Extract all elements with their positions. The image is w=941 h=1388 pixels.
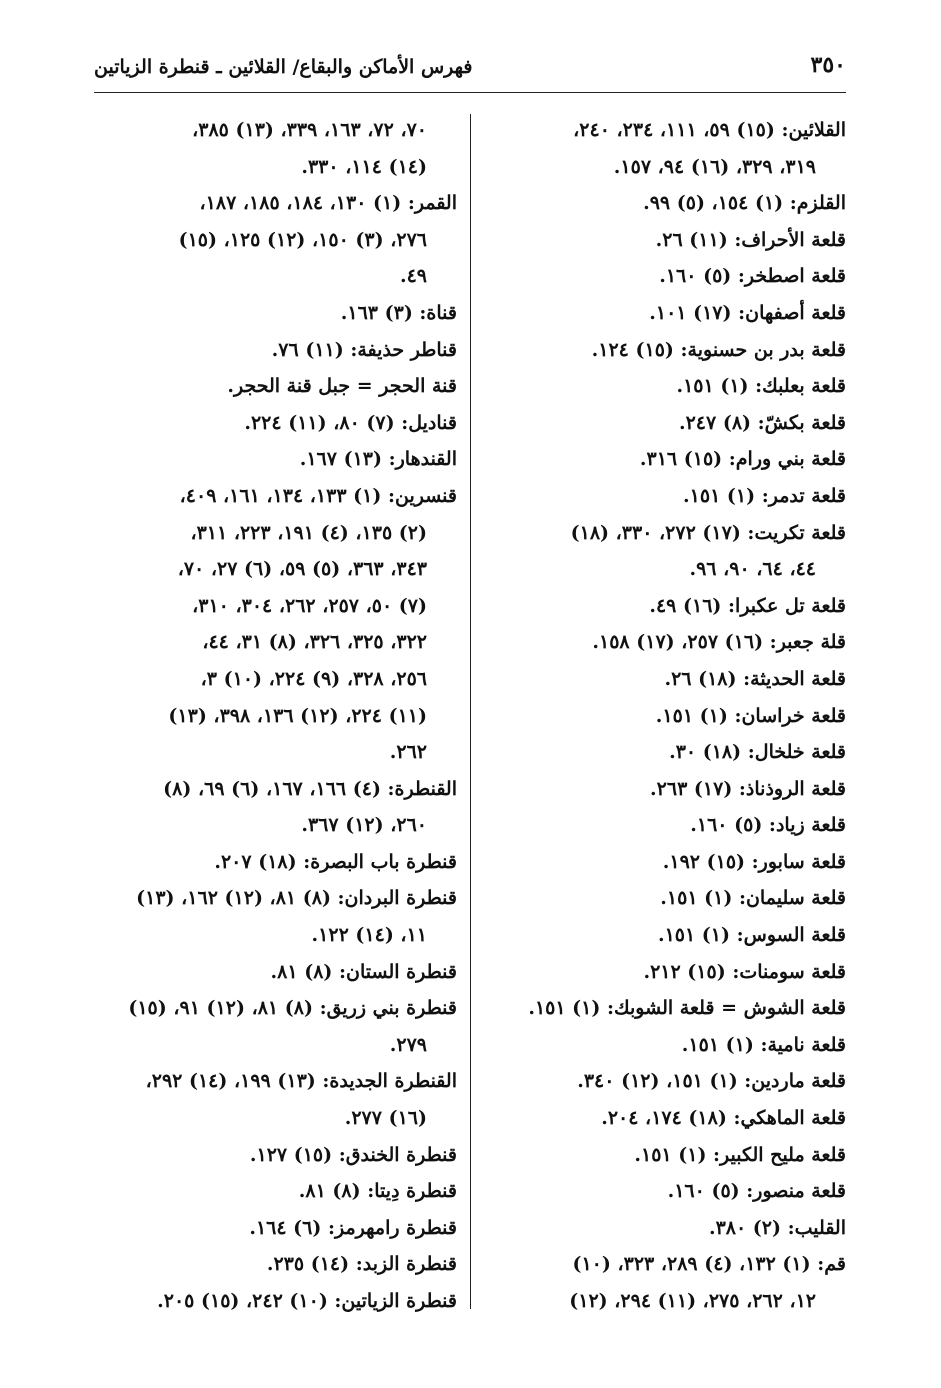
entry-headline: القنطرة الجديدة: (١٣) ١٩٩، (١٤) ٢٩٢، — [145, 1070, 457, 1093]
index-entry — [484, 112, 846, 185]
index-entry — [484, 515, 846, 588]
entry-headline: قلعة زياد: (٥) ١٦٠. — [690, 814, 846, 837]
index-entry — [95, 405, 457, 442]
entry-headline: قلعة سليمان: (١) ١٥١. — [660, 887, 846, 910]
index-entry — [484, 295, 846, 332]
entry-continuation: ١٢، ٢٦٢، ٢٧٥، (١١) ٢٩٤، (١٢) — [569, 1290, 816, 1312]
entry-headline: قلعة تدمر: (١) ١٥١. — [683, 484, 846, 507]
entry-headline: قلعة الشوش = قلعة الشوبك: (١) ١٥١. — [528, 997, 846, 1020]
entry-headline: قنطرة دِيتا: (٨) ٨١. — [298, 1180, 457, 1203]
entry-continuation: ٢٥٦، ٣٢٨، (٩) ٢٢٤، (١٠) ٣، — [200, 667, 427, 690]
entry-headline: قنطرة الزبد: (١٤) ٢٣٥. — [266, 1253, 457, 1276]
entry-headline: قناديل: (٧) ٨٠، (١١) ٢٢٤. — [244, 411, 457, 434]
index-entry — [484, 990, 846, 1027]
index-entry — [95, 185, 457, 295]
index-entry — [484, 661, 846, 698]
entry-continuation: (١٤) ١١٤، ٣٣٠. — [301, 155, 427, 178]
entry-headline: القلزم: (١) ١٥٤، (٥) ٩٩. — [643, 192, 846, 215]
entry-headline: قلعة الحديثة: (١٨) ٢٦. — [664, 667, 846, 690]
entry-headline: القليب: (٢) ٣٨٠. — [708, 1216, 846, 1239]
entry-headline: قلعة أصفهان: (١٧) ١٠١. — [649, 301, 846, 324]
entry-headline: القندهار: (١٣) ١٦٧. — [299, 448, 457, 471]
entry-continuation: ٢٧٩. — [389, 1033, 427, 1056]
entry-headline: قلعة الأحراف: (١١) ٢٦. — [655, 228, 846, 251]
entry-headline: قلعة مليح الكبير: (١) ١٥١. — [634, 1143, 846, 1166]
index-column-right — [484, 112, 846, 1320]
entry-continuation: ٧٠، ٧٢، ١٦٣، ٣٣٩، (١٣) ٣٨٥، — [192, 119, 427, 141]
entry-continuation: ١١، (١٤) ١٢٢. — [311, 924, 427, 947]
entry-headline: قلعة بني ورام: (١٥) ٣١٦. — [639, 448, 846, 471]
index-entry — [95, 1246, 457, 1283]
index-entry — [484, 807, 846, 844]
entry-continuation: ٣٢٢، ٣٢٥، ٣٢٦، (٨) ٣١، ٤٤، — [202, 631, 427, 654]
index-entry — [484, 588, 846, 625]
index-entry — [484, 917, 846, 954]
entry-headline: قلعة تل عكبرا: (١٦) ٤٩. — [649, 594, 846, 617]
entry-headline: قنطرة البردان: (٨) ٨١، (١٢) ١٦٢، (١٣) — [136, 887, 457, 910]
index-entry — [484, 441, 846, 478]
entry-headline: قنطرة الخندق: (١٥) ١٢٧. — [249, 1143, 457, 1166]
index-entry — [484, 1210, 846, 1247]
index-entry — [484, 478, 846, 515]
entry-headline: قلعة ماردين: (١) ١٥١، (١٢) ٣٤٠. — [577, 1070, 846, 1093]
index-entry — [95, 1137, 457, 1174]
index-entry — [484, 698, 846, 735]
index-entry — [95, 112, 457, 185]
index-entry — [484, 734, 846, 771]
index-column-left — [95, 112, 457, 1320]
index-entry — [484, 1173, 846, 1210]
index-entry — [484, 844, 846, 881]
entry-headline: قناة: (٣) ١٦٣. — [340, 301, 457, 324]
index-entry — [95, 332, 457, 369]
entry-continuation: (٢) ١٣٥، (٤) ١٩١، ٢٢٣، ٣١١، — [190, 521, 427, 544]
entry-continuation: (١٦) ٢٧٧. — [344, 1107, 427, 1130]
index-entry — [484, 368, 846, 405]
index-entry — [95, 368, 457, 405]
entry-headline: قلعة الروذناذ: (١٧) ٢٦٣. — [650, 777, 846, 800]
entry-headline: قلعة بكشّ: (٨) ٢٤٧. — [678, 411, 846, 434]
entry-headline: قنسرين: (١) ١٣٣، ١٣٤، ١٦١، ٤٠٩، — [179, 484, 457, 507]
index-entry — [484, 1246, 846, 1319]
column-divider — [470, 114, 471, 1309]
page-number: ٣٥٠ — [810, 52, 846, 78]
entry-continuation: (٧) ٥٠، ٢٥٧، ٢٦٢، ٣٠٤، ٣١٠، — [192, 594, 427, 617]
entry-headline: قلعة السوس: (١) ١٥١. — [657, 924, 846, 947]
index-entry — [484, 1100, 846, 1137]
entry-continuation: (١١) ٢٢٤، (١٢) ١٣٦، ٣٩٨، (١٣) — [168, 704, 427, 727]
index-entry — [95, 990, 457, 1063]
entry-headline: قلعة نامية: (١) ١٥١. — [681, 1033, 846, 1056]
page-header — [94, 52, 846, 93]
entry-headline: قلعة بعلبك: (١) ١٥١. — [676, 375, 846, 398]
entry-headline: القلائين: (١٥) ٥٩، ١١١، ٢٣٤، ٢٤٠، — [573, 119, 846, 141]
index-entry — [484, 222, 846, 259]
entry-headline: قنطرة بني زريق: (٨) ٨١، (١٢) ٩١، (١٥) — [128, 997, 457, 1020]
index-entry — [484, 771, 846, 808]
index-entry — [484, 1027, 846, 1064]
entry-continuation: ٢٧٦، (٣) ١٥٠، (١٢) ١٢٥، (١٥) — [178, 228, 427, 251]
index-entry — [484, 332, 846, 369]
index-entry — [95, 1173, 457, 1210]
entry-headline: القمر: (١) ١٣٠، ١٨٤، ١٨٥، ١٨٧، — [199, 192, 457, 215]
entry-headline: القنطرة: (٤) ١٦٦، ١٦٧، (٦) ٦٩، (٨) — [163, 777, 457, 800]
index-entry — [484, 1063, 846, 1100]
entry-continuation: ٢٦٢. — [389, 741, 427, 764]
index-entry — [95, 441, 457, 478]
index-entry — [95, 478, 457, 771]
entry-continuation: ٤٩. — [399, 265, 427, 288]
index-entry — [484, 258, 846, 295]
entry-headline: قلعة سابور: (١٥) ١٩٢. — [662, 850, 846, 873]
entry-headline: قلعة الماهكي: (١٨) ١٧٤، ٢٠٤. — [601, 1107, 846, 1130]
index-entry — [95, 1210, 457, 1247]
entry-continuation: ٣٤٣، ٣٦٣، (٥) ٥٩، (٦) ٢٧، ٧٠، — [177, 558, 427, 581]
entry-headline: قنطرة باب البصرة: (١٨) ٢٠٧. — [214, 850, 457, 873]
index-entry — [484, 185, 846, 222]
index-entry — [484, 624, 846, 661]
entry-headline: قلعة خراسان: (١) ١٥١. — [655, 704, 846, 727]
entry-headline: قم: (١) ١٣٢، (٤) ٢٨٩، ٣٢٣، (١٠) — [572, 1253, 846, 1276]
entry-headline: قلة جعبر: (١٦) ٢٥٧، (١٧) ١٥٨. — [592, 631, 846, 654]
index-entry — [95, 954, 457, 991]
running-title: فهرس الأماكن والبقاع/ القلائين ـ قنطرة الزياتين — [94, 56, 473, 78]
entry-continuation: ٢٦٠، (١٢) ٣٦٧. — [301, 814, 427, 837]
entry-headline: قنطرة الستان: (٨) ٨١. — [270, 960, 457, 983]
entry-headline: قلعة خلخال: (١٨) ٣٠. — [669, 741, 846, 764]
index-entry — [484, 880, 846, 917]
entry-headline: قلعة تكريت: (١٧) ٢٧٢، ٣٣٠، (١٨) — [570, 521, 846, 544]
entry-headline: قلعة منصور: (٥) ١٦٠. — [667, 1180, 846, 1203]
entry-headline: قلعة سومنات: (١٥) ٢١٢. — [643, 960, 846, 983]
index-entry — [95, 1063, 457, 1136]
index-entry — [95, 844, 457, 881]
entry-continuation: ٣١٩، ٣٢٩، (١٦) ٩٤، ١٥٧. — [613, 155, 816, 178]
index-entry — [95, 1283, 457, 1320]
index-entry — [95, 295, 457, 332]
entry-headline: قنطرة رامهرمز: (٦) ١٦٤. — [249, 1216, 457, 1239]
index-entry — [95, 771, 457, 844]
index-entry — [484, 954, 846, 991]
entry-headline: قنة الحجر = جبل قنة الحجر. — [227, 375, 457, 398]
index-entry — [95, 880, 457, 953]
index-entry — [484, 405, 846, 442]
entry-headline: قلعة بدر بن حسنوية: (١٥) ١٢٤. — [591, 338, 846, 361]
entry-headline: قنطرة الزياتين: (١٠) ٢٤٢، (١٥) ٢٠٥. — [157, 1290, 457, 1312]
entry-continuation: ٤٤، ٦٤، ٩٠، ٩٦. — [689, 558, 816, 581]
index-entry — [484, 1137, 846, 1174]
entry-headline: قناطر حذيفة: (١١) ٧٦. — [271, 338, 457, 361]
entry-headline: قلعة اصطخر: (٥) ١٦٠. — [659, 265, 846, 288]
